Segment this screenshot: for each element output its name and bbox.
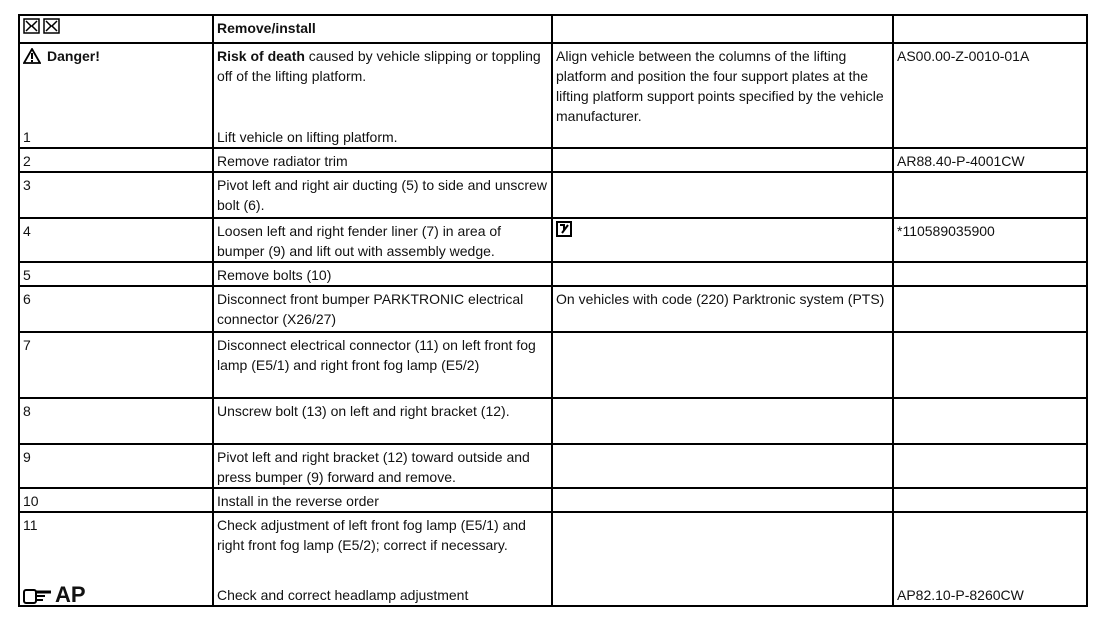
step-number: 8 [19, 398, 213, 444]
step-note: On vehicles with code (220) Parktronic system (PTS) [552, 286, 893, 332]
table-row [19, 148, 1087, 172]
step-number: 9 [19, 444, 213, 488]
step-ref [893, 444, 1087, 488]
step-note [552, 262, 893, 286]
remove-install-icons [23, 18, 63, 34]
risk-bold: Risk of death [217, 48, 305, 64]
step-ref: AR88.40-P-4001CW [893, 148, 1087, 172]
step-text: Remove radiator trim [213, 148, 552, 172]
table-row [19, 398, 1087, 444]
danger-ref: AS00.00-Z-0010-01A [893, 43, 1087, 148]
step-text: Unscrew bolt (13) on left and right bracket (12). [213, 398, 552, 444]
ap-marker [23, 582, 86, 606]
step-note [552, 488, 893, 512]
step-number: 5 [19, 262, 213, 286]
warning-triangle-icon [23, 48, 41, 64]
step-text: Check adjustment of left front fog lamp (E5/1) and right front fog lamp (E5/2); correct if necessary. [217, 517, 526, 553]
ap-ref: AP82.10-P-8260CW [897, 587, 1024, 603]
risk-text: Risk of death caused by vehicle slipping or toppling off of the lifting platform. [217, 48, 541, 84]
step-text: Lift vehicle on lifting platform. [217, 129, 398, 145]
danger-row [19, 43, 1087, 148]
danger-label: Danger! [47, 48, 100, 64]
table-row [19, 286, 1087, 332]
header-title: Remove/install [213, 15, 552, 43]
ap-text: Check and correct headlamp adjustment [217, 587, 469, 603]
step-ref [893, 488, 1087, 512]
danger-cell [19, 43, 213, 148]
last-row [19, 512, 1087, 606]
step-ref [893, 332, 1087, 398]
ap-label: AP [55, 582, 86, 606]
procedure-table [18, 14, 1088, 607]
table-row [19, 488, 1087, 512]
step-number: 3 [19, 172, 213, 218]
last-step-cell [19, 512, 213, 606]
danger-note: Align vehicle between the columns of the lifting platform and position the four support plates at the lifting platform support points specified by the vehicle manufacturer. [552, 43, 893, 148]
step-text: Disconnect electrical connector (11) on left front fog lamp (E5/1) and right front fog lamp (E5/2) [213, 332, 552, 398]
header-empty-3 [552, 15, 893, 43]
special-tool-icon [556, 221, 572, 237]
danger-step-cell [213, 43, 552, 148]
step-note [552, 172, 893, 218]
step-note [552, 218, 893, 262]
step-text: Disconnect front bumper PARKTRONIC electrical connector (X26/27) [213, 286, 552, 332]
step-note [552, 444, 893, 488]
step-note [552, 148, 893, 172]
header-empty-4 [893, 15, 1087, 43]
step-text: Pivot left and right air ducting (5) to side and unscrew bolt (6). [213, 172, 552, 218]
step-number: 2 [19, 148, 213, 172]
step-note [552, 398, 893, 444]
step-ref [893, 398, 1087, 444]
pointing-hand-icon [23, 585, 53, 605]
step-text: Install in the reverse order [213, 488, 552, 512]
header-row [19, 15, 1087, 43]
step-note [552, 512, 893, 606]
table-row [19, 172, 1087, 218]
step-text: Remove bolts (10) [213, 262, 552, 286]
step-ref [893, 286, 1087, 332]
table-row [19, 332, 1087, 398]
step-number: 1 [23, 129, 31, 145]
step-ref [893, 172, 1087, 218]
step-number: 4 [19, 218, 213, 262]
last-ref-cell [893, 512, 1087, 606]
step-ref [893, 262, 1087, 286]
step-number: 6 [19, 286, 213, 332]
last-step-text-cell [213, 512, 552, 606]
step-text: Pivot left and right bracket (12) toward outside and press bumper (9) forward and remove. [213, 444, 552, 488]
step-number: 7 [19, 332, 213, 398]
table-row [19, 262, 1087, 286]
table-row [19, 218, 1087, 262]
step-ref: *110589035900 [893, 218, 1087, 262]
step-number: 10 [19, 488, 213, 512]
step-note [552, 332, 893, 398]
step-number: 11 [23, 517, 38, 533]
table-row [19, 444, 1087, 488]
header-icons-cell [19, 15, 213, 43]
step-text: Loosen left and right fender liner (7) in area of bumper (9) and lift out with assembly wedge. [213, 218, 552, 262]
